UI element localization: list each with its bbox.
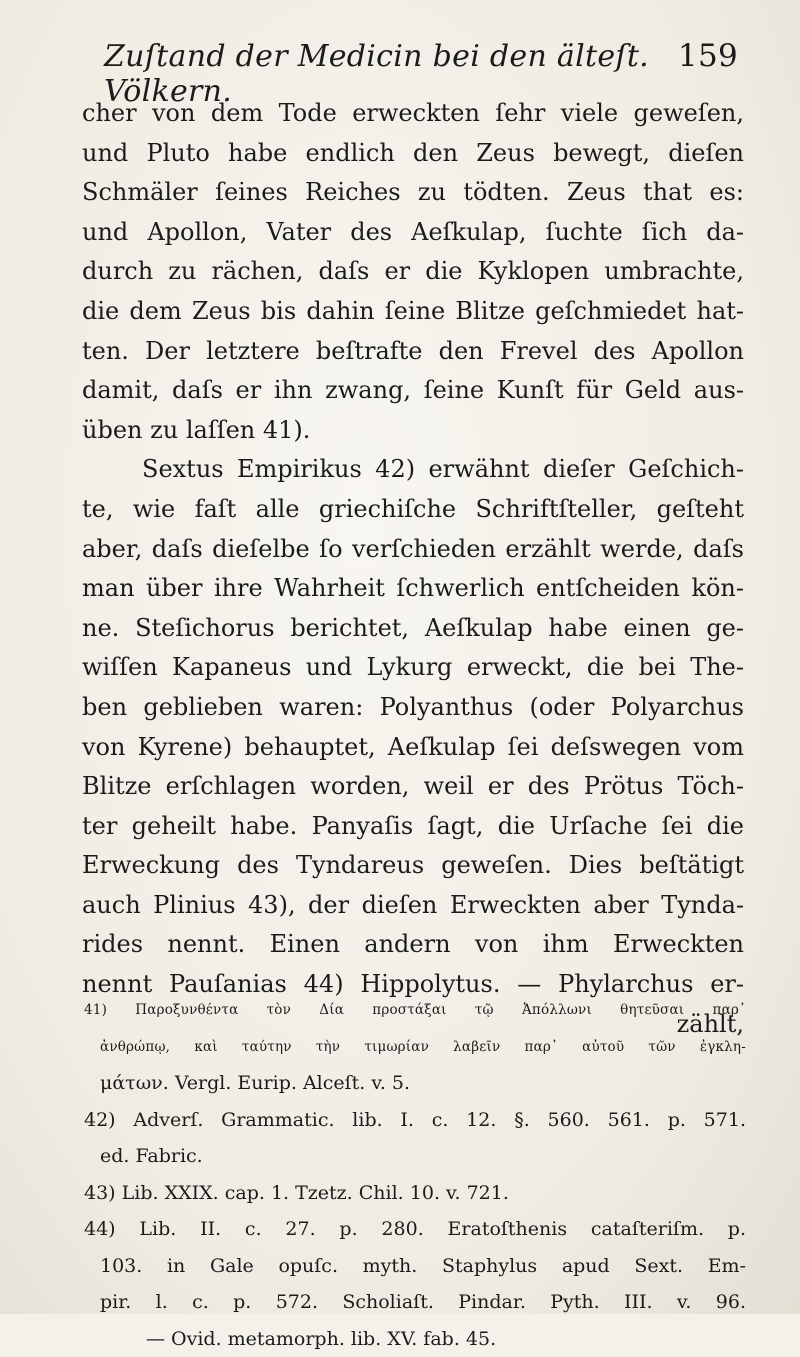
text-line: Erweckung des Tyndareus geweſen. Dies beſtätigt [82,846,744,886]
footnote-line: 42) Adverſ. Grammatic. lib. I. c. 12. §. 560. 561. p. 571. [84,1102,746,1139]
text-line: ten. Der letztere beſtrafte den Frevel des Apollon [82,332,744,372]
text-line: te, wie faſt alle griechiſche Schriftſteller, geſteht [82,490,744,530]
footnote-line: 41) Παροξυνθέντα τὸν Δία προστάξαι τῷ Ἀπόλλωνι θητεῦσαι παρ᾽ [84,992,746,1029]
text-line: rides nennt. Einen andern von ihm Erweckten [82,925,744,965]
text-line: üben zu laſſen 41). [82,411,744,451]
footnote-line: — Ovid. metamorph. lib. XV. fab. 45. [84,1321,746,1357]
text-line: durch zu rächen, daſs er die Kyklopen umbrachte, [82,252,744,292]
text-line: Sextus Empirikus 42) erwähnt dieſer Geſchich- [82,450,744,490]
page-number: 159 [678,38,738,74]
footnote-line: 44) Lib. II. c. 27. p. 280. Eratoſthenis cataſteriſm. p. [84,1211,746,1248]
text-line: ben geblieben waren: Polyanthus (oder Polyarchus [82,688,744,728]
text-line: Schmäler ſeines Reiches zu tödten. Zeus that es: [82,173,744,213]
footnote-line: ed. Fabric. [84,1138,746,1175]
text-line: von Kyrene) behauptet, Aeſkulap ſei deſswegen vom [82,728,744,768]
footnote-line: 43) Lib. XXIX. cap. 1. Tzetz. Chil. 10. v. 721. [84,1175,746,1212]
text-line: nennt Pauſanias 44) Hippolytus. — Phylarchus er- [82,965,744,1005]
text-line: und Pluto habe endlich den Zeus bewegt, dieſen [82,134,744,174]
text-line: die dem Zeus bis dahin ſeine Blitze geſchmiedet hat- [82,292,744,332]
main-text [82,94,744,1044]
catchword: zählt, [82,1005,744,1045]
text-line: ter geheilt habe. Panyaſis ſagt, die Urſache ſei die [82,807,744,847]
text-line: und Apollon, Vater des Aeſkulap, ſuchte ſich da- [82,213,744,253]
text-line: wiſſen Kapaneus und Lykurg erweckt, die bei The- [82,648,744,688]
text-line: auch Plinius 43), der dieſen Erweckten aber Tynda- [82,886,744,926]
text-line: ne. Steſichorus berichtet, Aeſkulap habe einen ge- [82,609,744,649]
text-line: man über ihre Wahrheit ſchwerlich entſcheiden kön- [82,569,744,609]
text-line: Blitze erſchlagen worden, weil er des Prötus Töch- [82,767,744,807]
footnote-line: pir. l. c. p. 572. Scholiaſt. Pindar. Pyth. III. v. 96. [84,1284,746,1321]
text-line: cher von dem Tode erweckten ſehr viele geweſen, [82,94,744,134]
footnote-line: μάτων. Vergl. Eurip. Alceſt. v. 5. [84,1065,746,1102]
text-line: aber, daſs dieſelbe ſo verſchieden erzählt werde, daſs [82,530,744,570]
footnote-line: 103. in Gale opuſc. myth. Staphylus apud Sext. Em- [84,1248,746,1285]
text-line: damit, daſs er ihn zwang, ſeine Kunſt für Geld aus- [82,371,744,411]
footnote-line: ἀνθρώπῳ, καὶ ταύτην τὴν τιμωρίαν λαβεῖν παρ᾽ αὐτοῦ τῶν ἐγκλη- [84,1029,746,1066]
footnotes [84,992,746,1357]
running-title: Zuſtand der Medicin bei den älteſt. Völkern. [104,39,678,109]
